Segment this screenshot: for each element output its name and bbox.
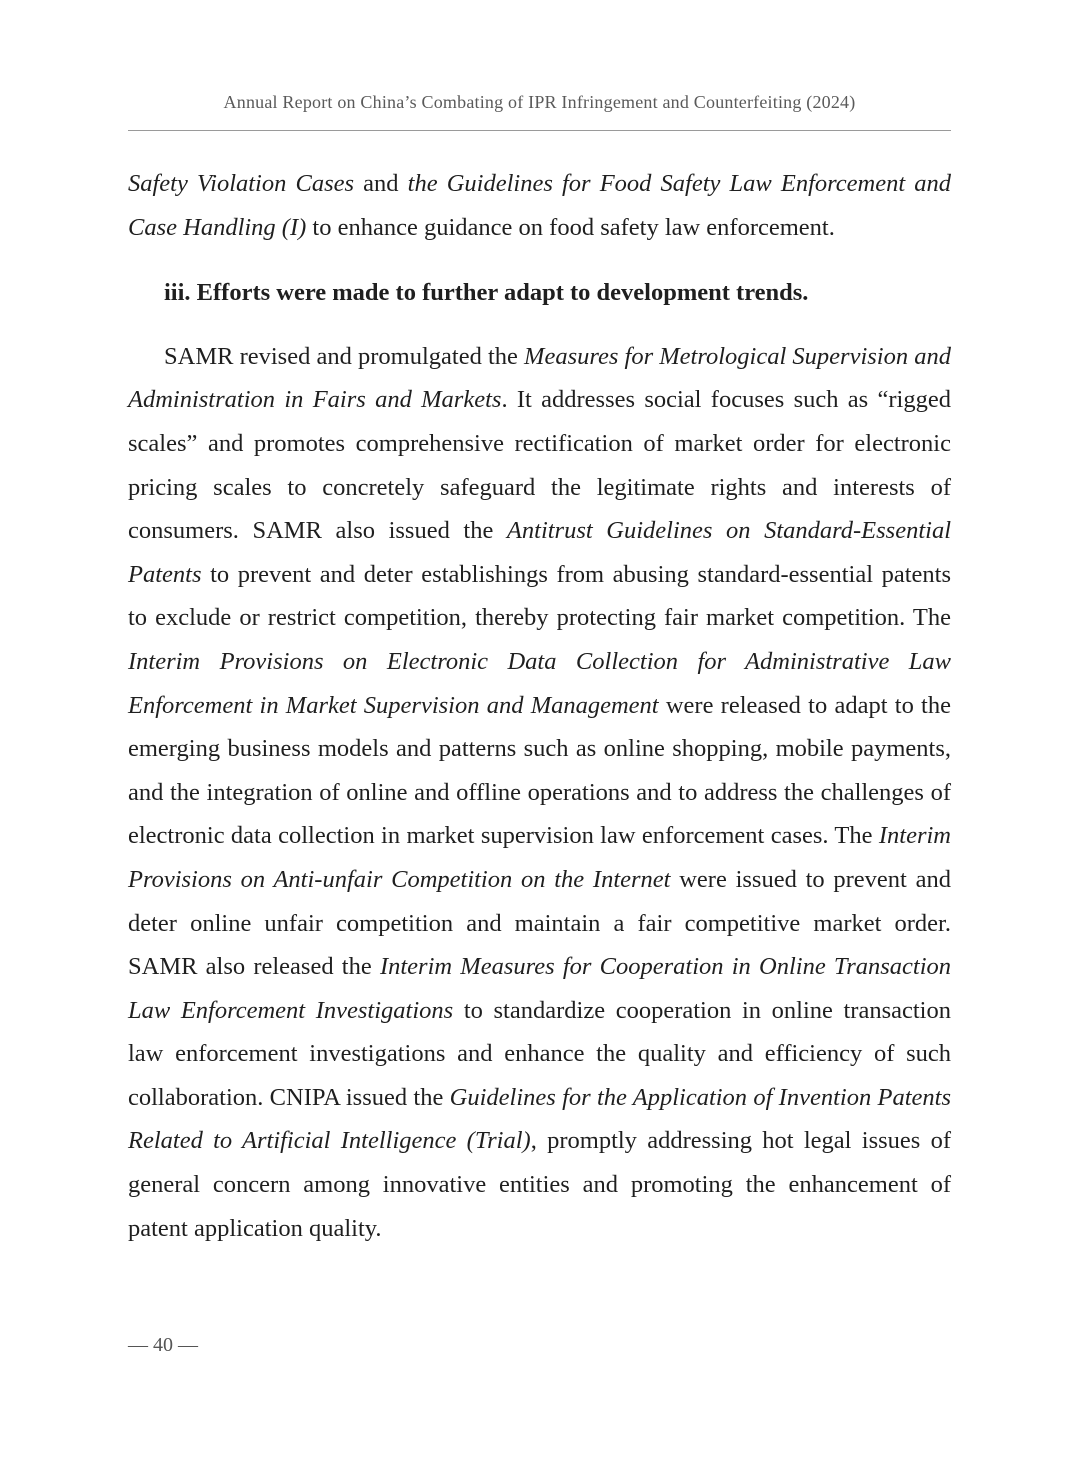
body-text-run: . It addresses social focuses such as “rigged scales” and promotes comprehensive rectification of market order for electronic pricing scales to concretely safeguard the legitimate rights and interests of consumers. SAMR also issued the [128, 386, 951, 545]
page-number: — 40 — [128, 1334, 198, 1356]
body-text-run: , promptly addressing hot legal issues of general concern among innovative entities and promoting the enhancement of patent application quality. [128, 1127, 952, 1242]
body-text-run: SAMR revised and promulgated the [164, 342, 525, 370]
body-text-run: to standardize cooperation in online transaction law enforcement investigations and enhance the quality and efficiency of such collaboration. CNIPA issued the [128, 996, 951, 1111]
doc-title-ref: Guidelines for the Application of Invention Patents Related to Artificial Intelligence (Trial) [128, 1083, 951, 1155]
doc-title-ref: Measures for Metrological Supervision and Administration in Fairs and Markets [128, 342, 952, 414]
body-text-run: were released to adapt to the emerging business models and patterns such as online shopping, mobile payments, and the integration of online and offline operations and to address the challenges of electronic data collection in market supervision law enforcement cases. The [128, 691, 951, 850]
running-header: Annual Report on China’s Combating of IPR Infringement and Counterfeiting (2024) [223, 92, 856, 112]
body-text-run: to enhance guidance on food safety law enforcement. [306, 213, 835, 241]
body-text-run: to prevent and deter establishings from abusing standard-essential patents to exclude or restrict competition, thereby protecting fair market competition. The [128, 560, 951, 632]
doc-title-ref: Interim Measures for Cooperation in Online Transaction Law Enforcement Investigations [128, 953, 951, 1024]
body-text-run: and [354, 170, 408, 197]
body-text-run: were issued to prevent and deter online unfair competition and maintain a fair competitive market order. SAMR also released the [128, 865, 951, 981]
doc-title-ref: Safety Violation Cases [128, 170, 355, 197]
header-divider [128, 130, 951, 131]
section-heading: iii. Efforts were made to further adapt to development trends. [164, 279, 809, 307]
doc-title-ref: Interim Provisions on Anti-unfair Competition on the Internet [128, 822, 951, 893]
doc-title-ref: Antitrust Guidelines on Standard-Essential Patents [128, 517, 951, 588]
doc-title-ref: the Guidelines for Food Safety Law Enforcement and Case Handling (I) [128, 170, 951, 241]
doc-title-ref: Interim Provisions on Electronic Data Collection for Administrative Law Enforcement in Market Supervision and Management [128, 647, 951, 719]
paragraph-continuation [128, 162, 951, 249]
paragraph [128, 335, 951, 1250]
page-body [128, 162, 951, 1250]
